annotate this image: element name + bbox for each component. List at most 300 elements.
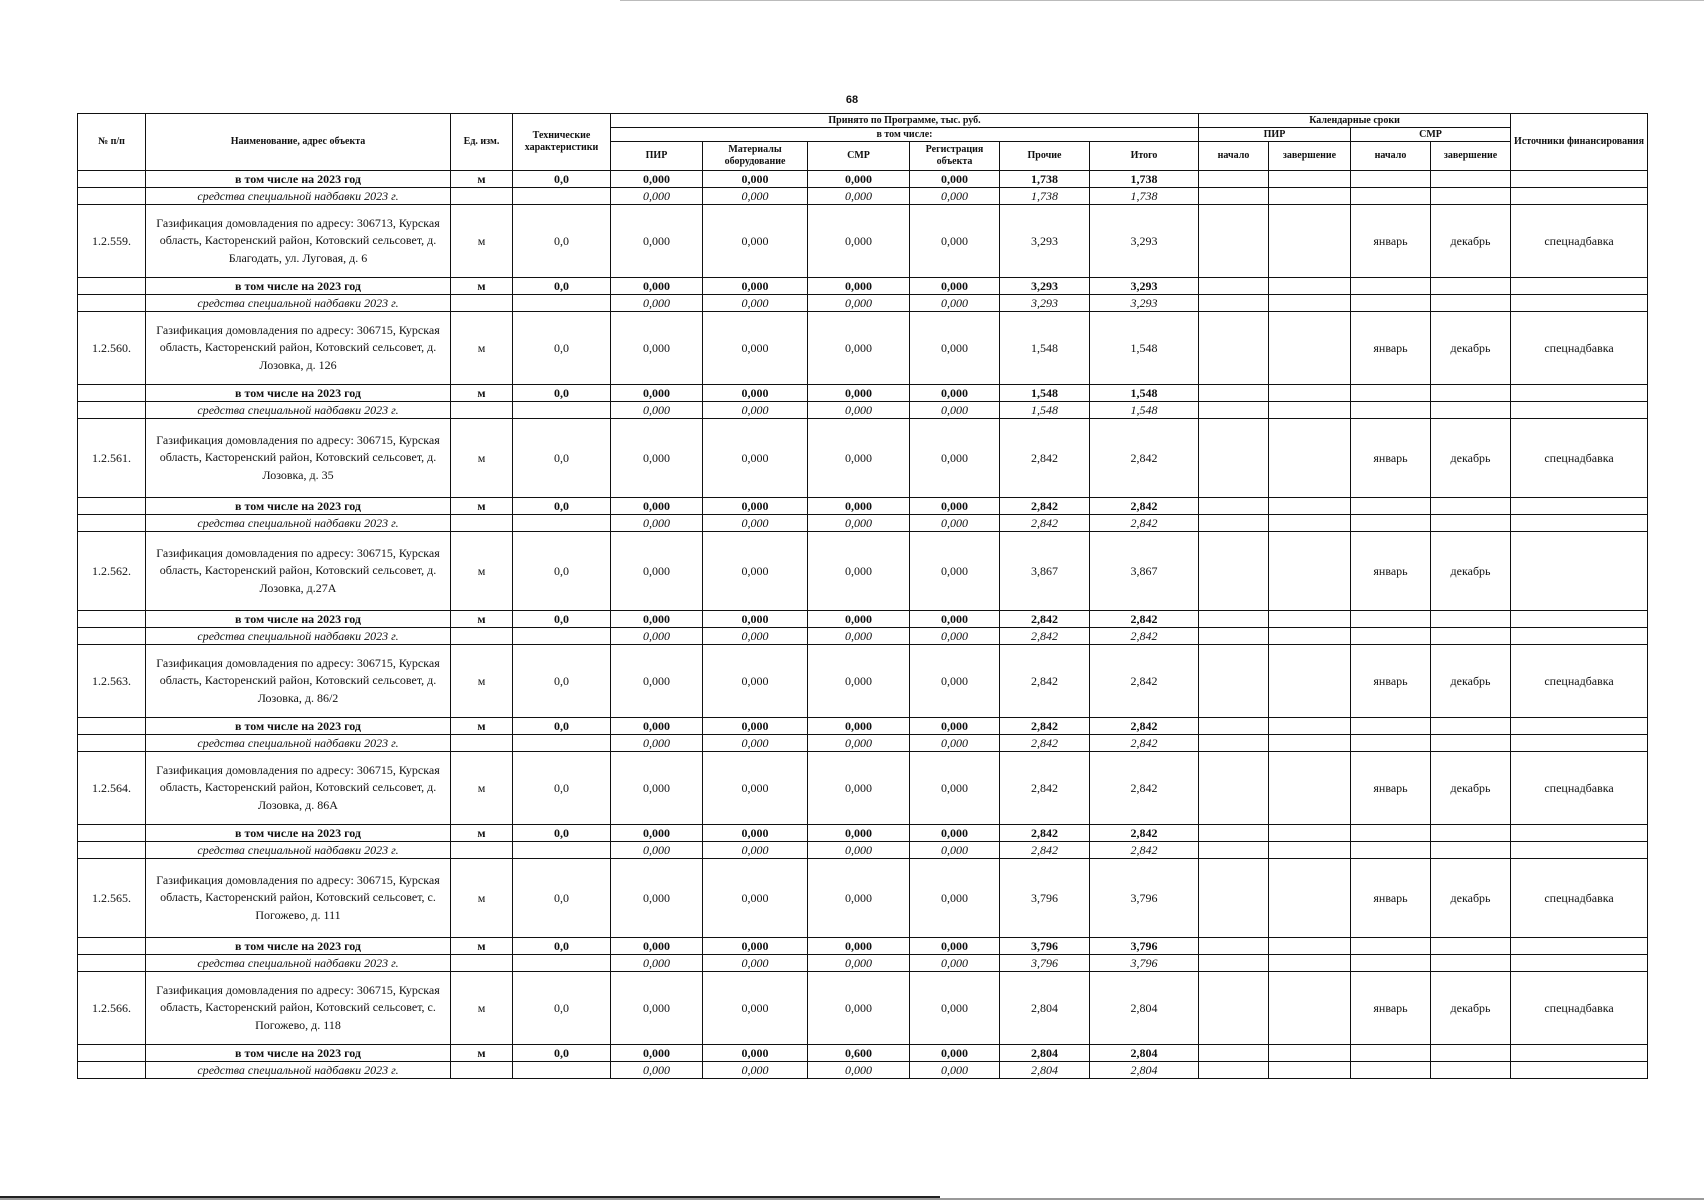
smr-cell: 0,000 [808,611,910,628]
row-number-empty [78,938,146,955]
registration-cell: 0,000 [910,295,1000,312]
smr-end-cell: декабрь [1431,205,1511,278]
tech-cell [513,188,611,205]
source-cell [1511,842,1648,859]
smr-start-cell: январь [1351,312,1431,385]
tech-cell [513,1062,611,1079]
pir-end-cell [1269,205,1351,278]
tech-cell [513,515,611,532]
other-cell: 3,796 [1000,859,1090,938]
smr-end-cell: декабрь [1431,532,1511,611]
smr-cell: 0,000 [808,628,910,645]
total-cell: 2,842 [1090,515,1199,532]
row-number-empty [78,515,146,532]
total-cell: 3,293 [1090,205,1199,278]
row-label: средства специальной надбавки 2023 г. [146,295,451,312]
registration-cell: 0,000 [910,402,1000,419]
unit-cell: м [451,825,513,842]
pir-cell: 0,000 [611,859,703,938]
pir-start-cell [1199,312,1269,385]
smr-cell: 0,000 [808,955,910,972]
materials-cell: 0,000 [703,735,808,752]
pir-start-cell [1199,498,1269,515]
smr-end-cell [1431,515,1511,532]
tech-cell: 0,0 [513,278,611,295]
total-cell: 2,842 [1090,611,1199,628]
pir-start-cell [1199,938,1269,955]
tech-cell: 0,0 [513,611,611,628]
registration-cell: 0,000 [910,1045,1000,1062]
materials-cell: 0,000 [703,419,808,498]
smr-cell: 0,000 [808,825,910,842]
pir-cell: 0,000 [611,171,703,188]
pir-end-cell [1269,295,1351,312]
tech-cell [513,842,611,859]
materials-cell: 0,000 [703,205,808,278]
row-number: 1.2.560. [78,312,146,385]
pir-start-cell [1199,825,1269,842]
materials-cell: 0,000 [703,1062,808,1079]
table-row-year-total [78,938,1648,955]
pir-start-cell [1199,1045,1269,1062]
header-start-smr: начало [1351,142,1431,171]
table-header [78,114,1648,171]
smr-end-cell [1431,842,1511,859]
pir-start-cell [1199,611,1269,628]
header-total: Итого [1090,142,1199,171]
row-number-empty [78,842,146,859]
other-cell: 2,842 [1000,645,1090,718]
table-row-special-fund [78,1062,1648,1079]
pir-start-cell [1199,752,1269,825]
other-cell: 2,842 [1000,842,1090,859]
row-number-empty [78,171,146,188]
smr-cell: 0,000 [808,498,910,515]
unit-cell: м [451,859,513,938]
source-cell: спецнадбавка [1511,312,1648,385]
object-name: Газификация домовладения по адресу: 306715, Курская область, Касторенский район, Котовский сельсовет, д. Лозовка, д. 86А [146,752,451,825]
registration-cell: 0,000 [910,972,1000,1045]
pir-cell: 0,000 [611,938,703,955]
unit-cell: м [451,419,513,498]
table-row-object [78,205,1648,278]
source-cell [1511,498,1648,515]
row-number: 1.2.564. [78,752,146,825]
header-other: Прочие [1000,142,1090,171]
registration-cell: 0,000 [910,532,1000,611]
row-number-empty [78,402,146,419]
row-label: средства специальной надбавки 2023 г. [146,402,451,419]
smr-start-cell: январь [1351,972,1431,1045]
registration-cell: 0,000 [910,752,1000,825]
smr-end-cell: декабрь [1431,312,1511,385]
pir-start-cell [1199,171,1269,188]
pir-cell: 0,000 [611,295,703,312]
pir-end-cell [1269,188,1351,205]
header-including: в том числе: [611,128,1199,142]
smr-cell: 0,000 [808,188,910,205]
pir-end-cell [1269,645,1351,718]
table-body [78,171,1648,1079]
unit-cell [451,955,513,972]
registration-cell: 0,000 [910,825,1000,842]
row-label: в том числе на 2023 год [146,385,451,402]
smr-cell: 0,000 [808,1062,910,1079]
pir-cell: 0,000 [611,205,703,278]
smr-end-cell [1431,188,1511,205]
row-label: средства специальной надбавки 2023 г. [146,735,451,752]
table-row-object [78,312,1648,385]
unit-cell: м [451,938,513,955]
pir-end-cell [1269,955,1351,972]
unit-cell [451,842,513,859]
smr-cell: 0,000 [808,385,910,402]
total-cell: 3,867 [1090,532,1199,611]
smr-start-cell [1351,825,1431,842]
pir-end-cell [1269,825,1351,842]
smr-cell: 0,000 [808,205,910,278]
pir-end-cell [1269,752,1351,825]
materials-cell: 0,000 [703,842,808,859]
smr-cell: 0,000 [808,515,910,532]
materials-cell: 0,000 [703,752,808,825]
pir-start-cell [1199,419,1269,498]
smr-start-cell [1351,955,1431,972]
unit-cell: м [451,498,513,515]
source-cell: спецнадбавка [1511,205,1648,278]
pir-end-cell [1269,628,1351,645]
other-cell: 2,842 [1000,498,1090,515]
materials-cell: 0,000 [703,645,808,718]
pir-end-cell [1269,385,1351,402]
smr-end-cell [1431,498,1511,515]
smr-end-cell [1431,825,1511,842]
materials-cell: 0,000 [703,825,808,842]
smr-cell: 0,000 [808,645,910,718]
pir-end-cell [1269,312,1351,385]
source-cell [1511,402,1648,419]
table-row-object [78,972,1648,1045]
registration-cell: 0,000 [910,498,1000,515]
other-cell: 2,842 [1000,825,1090,842]
total-cell: 2,804 [1090,1062,1199,1079]
smr-end-cell [1431,938,1511,955]
total-cell: 2,804 [1090,1045,1199,1062]
materials-cell: 0,000 [703,515,808,532]
registration-cell: 0,000 [910,718,1000,735]
total-cell: 2,842 [1090,498,1199,515]
other-cell: 2,842 [1000,752,1090,825]
row-number-empty [78,825,146,842]
total-cell: 3,796 [1090,955,1199,972]
table-row-special-fund [78,402,1648,419]
smr-end-cell [1431,1062,1511,1079]
smr-cell: 0,000 [808,842,910,859]
smr-end-cell: декабрь [1431,859,1511,938]
unit-cell: м [451,171,513,188]
materials-cell: 0,000 [703,972,808,1045]
row-label: в том числе на 2023 год [146,278,451,295]
row-number-empty [78,1045,146,1062]
smr-start-cell [1351,611,1431,628]
unit-cell: м [451,972,513,1045]
total-cell: 2,804 [1090,972,1199,1045]
smr-start-cell [1351,718,1431,735]
smr-end-cell: декабрь [1431,419,1511,498]
pir-start-cell [1199,402,1269,419]
header-pir: ПИР [611,142,703,171]
pir-end-cell [1269,498,1351,515]
row-label: в том числе на 2023 год [146,611,451,628]
registration-cell: 0,000 [910,645,1000,718]
tech-cell: 0,0 [513,171,611,188]
source-cell [1511,955,1648,972]
pir-start-cell [1199,718,1269,735]
row-label: в том числе на 2023 год [146,825,451,842]
source-cell [1511,532,1648,611]
pir-end-cell [1269,735,1351,752]
smr-end-cell [1431,628,1511,645]
smr-end-cell [1431,955,1511,972]
pir-start-cell [1199,1062,1269,1079]
source-cell: спецнадбавка [1511,972,1648,1045]
row-label: в том числе на 2023 год [146,1045,451,1062]
other-cell: 2,842 [1000,515,1090,532]
smr-start-cell [1351,385,1431,402]
table-row-year-total [78,278,1648,295]
source-cell: спецнадбавка [1511,645,1648,718]
total-cell: 1,548 [1090,385,1199,402]
source-cell [1511,278,1648,295]
total-cell: 2,842 [1090,628,1199,645]
smr-end-cell [1431,402,1511,419]
tech-cell: 0,0 [513,498,611,515]
unit-cell: м [451,645,513,718]
table-row-object [78,532,1648,611]
source-cell [1511,515,1648,532]
unit-cell [451,628,513,645]
pir-start-cell [1199,278,1269,295]
registration-cell: 0,000 [910,419,1000,498]
pir-cell: 0,000 [611,278,703,295]
row-number-empty [78,628,146,645]
smr-cell: 0,600 [808,1045,910,1062]
pir-end-cell [1269,1045,1351,1062]
materials-cell: 0,000 [703,402,808,419]
pir-cell: 0,000 [611,419,703,498]
source-cell [1511,628,1648,645]
tech-cell: 0,0 [513,859,611,938]
tech-cell [513,955,611,972]
materials-cell: 0,000 [703,278,808,295]
smr-end-cell: декабрь [1431,752,1511,825]
page-number: 68 [845,94,859,106]
row-label: средства специальной надбавки 2023 г. [146,628,451,645]
source-cell [1511,295,1648,312]
unit-cell: м [451,752,513,825]
smr-start-cell [1351,188,1431,205]
materials-cell: 0,000 [703,718,808,735]
total-cell: 2,842 [1090,419,1199,498]
registration-cell: 0,000 [910,955,1000,972]
materials-cell: 0,000 [703,171,808,188]
row-number-empty [78,385,146,402]
scan-edge-top [620,0,1704,1]
smr-start-cell [1351,1062,1431,1079]
table-row-special-fund [78,735,1648,752]
smr-start-cell [1351,402,1431,419]
pir-start-cell [1199,859,1269,938]
unit-cell: м [451,278,513,295]
pir-end-cell [1269,171,1351,188]
table-row-year-total [78,498,1648,515]
pir-cell: 0,000 [611,718,703,735]
row-number-empty [78,278,146,295]
unit-cell [451,515,513,532]
pir-cell: 0,000 [611,1045,703,1062]
smr-start-cell: январь [1351,859,1431,938]
unit-cell [451,735,513,752]
pir-cell: 0,000 [611,498,703,515]
row-label: средства специальной надбавки 2023 г. [146,1062,451,1079]
pir-start-cell [1199,205,1269,278]
pir-cell: 0,000 [611,735,703,752]
total-cell: 3,293 [1090,278,1199,295]
tech-cell: 0,0 [513,312,611,385]
pir-cell: 0,000 [611,842,703,859]
registration-cell: 0,000 [910,1062,1000,1079]
tech-cell: 0,0 [513,825,611,842]
pir-cell: 0,000 [611,645,703,718]
registration-cell: 0,000 [910,312,1000,385]
other-cell: 3,293 [1000,205,1090,278]
materials-cell: 0,000 [703,498,808,515]
pir-end-cell [1269,402,1351,419]
table-row-special-fund [78,628,1648,645]
object-name: Газификация домовладения по адресу: 306713, Курская область, Касторенский район, Котовский сельсовет, д. Благодать, ул. Луговая, д. 6 [146,205,451,278]
source-cell: спецнадбавка [1511,419,1648,498]
other-cell: 1,548 [1000,402,1090,419]
table-row-object [78,419,1648,498]
tech-cell: 0,0 [513,752,611,825]
source-cell [1511,171,1648,188]
other-cell: 1,738 [1000,188,1090,205]
materials-cell: 0,000 [703,611,808,628]
smr-start-cell [1351,171,1431,188]
pir-end-cell [1269,1062,1351,1079]
smr-end-cell [1431,385,1511,402]
other-cell: 2,804 [1000,1062,1090,1079]
registration-cell: 0,000 [910,938,1000,955]
pir-end-cell [1269,972,1351,1045]
source-cell [1511,188,1648,205]
total-cell: 1,548 [1090,312,1199,385]
source-cell [1511,385,1648,402]
header-materials: Материалы оборудование [703,142,808,171]
tech-cell: 0,0 [513,205,611,278]
pir-cell: 0,000 [611,752,703,825]
smr-start-cell [1351,295,1431,312]
header-accepted: Принято по Программе, тыс. руб. [611,114,1199,128]
smr-cell: 0,000 [808,419,910,498]
pir-end-cell [1269,611,1351,628]
pir-end-cell [1269,842,1351,859]
tech-cell [513,735,611,752]
registration-cell: 0,000 [910,515,1000,532]
materials-cell: 0,000 [703,859,808,938]
materials-cell: 0,000 [703,385,808,402]
smr-cell: 0,000 [808,859,910,938]
row-number-empty [78,188,146,205]
total-cell: 2,842 [1090,825,1199,842]
smr-start-cell [1351,842,1431,859]
pir-cell: 0,000 [611,955,703,972]
tech-cell [513,402,611,419]
row-label: в том числе на 2023 год [146,171,451,188]
row-number-empty [78,1062,146,1079]
object-name: Газификация домовладения по адресу: 306715, Курская область, Касторенский район, Котовский сельсовет, с. Погожево, д. 111 [146,859,451,938]
tech-cell [513,628,611,645]
header-start: начало [1199,142,1269,171]
source-cell: спецнадбавка [1511,752,1648,825]
total-cell: 3,796 [1090,859,1199,938]
pir-cell: 0,000 [611,972,703,1045]
pir-start-cell [1199,842,1269,859]
header-unit: Ед. изм. [451,114,513,171]
smr-end-cell: декабрь [1431,645,1511,718]
object-name: Газификация домовладения по адресу: 306715, Курская область, Касторенский район, Котовский сельсовет, с. Погожево, д. 118 [146,972,451,1045]
source-cell [1511,938,1648,955]
registration-cell: 0,000 [910,278,1000,295]
pir-start-cell [1199,188,1269,205]
row-number: 1.2.565. [78,859,146,938]
total-cell: 1,738 [1090,171,1199,188]
total-cell: 1,738 [1090,188,1199,205]
smr-cell: 0,000 [808,312,910,385]
object-name: Газификация домовладения по адресу: 306715, Курская область, Касторенский район, Котовский сельсовет, д. Лозовка, д.27А [146,532,451,611]
header-sources: Источники финансирования [1511,114,1648,171]
pir-start-cell [1199,972,1269,1045]
unit-cell: м [451,385,513,402]
row-label: средства специальной надбавки 2023 г. [146,955,451,972]
materials-cell: 0,000 [703,532,808,611]
pir-cell: 0,000 [611,1062,703,1079]
other-cell: 3,796 [1000,938,1090,955]
pir-end-cell [1269,278,1351,295]
smr-end-cell [1431,171,1511,188]
materials-cell: 0,000 [703,938,808,955]
smr-cell: 0,000 [808,972,910,1045]
unit-cell [451,188,513,205]
object-name: Газификация домовладения по адресу: 306715, Курская область, Касторенский район, Котовский сельсовет, д. Лозовка, д. 126 [146,312,451,385]
row-number: 1.2.563. [78,645,146,718]
other-cell: 3,293 [1000,278,1090,295]
header-end: завершение [1269,142,1351,171]
tech-cell [513,295,611,312]
other-cell: 3,796 [1000,955,1090,972]
pir-start-cell [1199,385,1269,402]
smr-cell: 0,000 [808,295,910,312]
unit-cell [451,295,513,312]
row-number-empty [78,295,146,312]
smr-end-cell [1431,718,1511,735]
table-row-special-fund [78,842,1648,859]
smr-start-cell: январь [1351,645,1431,718]
row-number-empty [78,498,146,515]
smr-start-cell [1351,628,1431,645]
unit-cell: м [451,532,513,611]
header-cal-pir: ПИР [1199,128,1351,142]
